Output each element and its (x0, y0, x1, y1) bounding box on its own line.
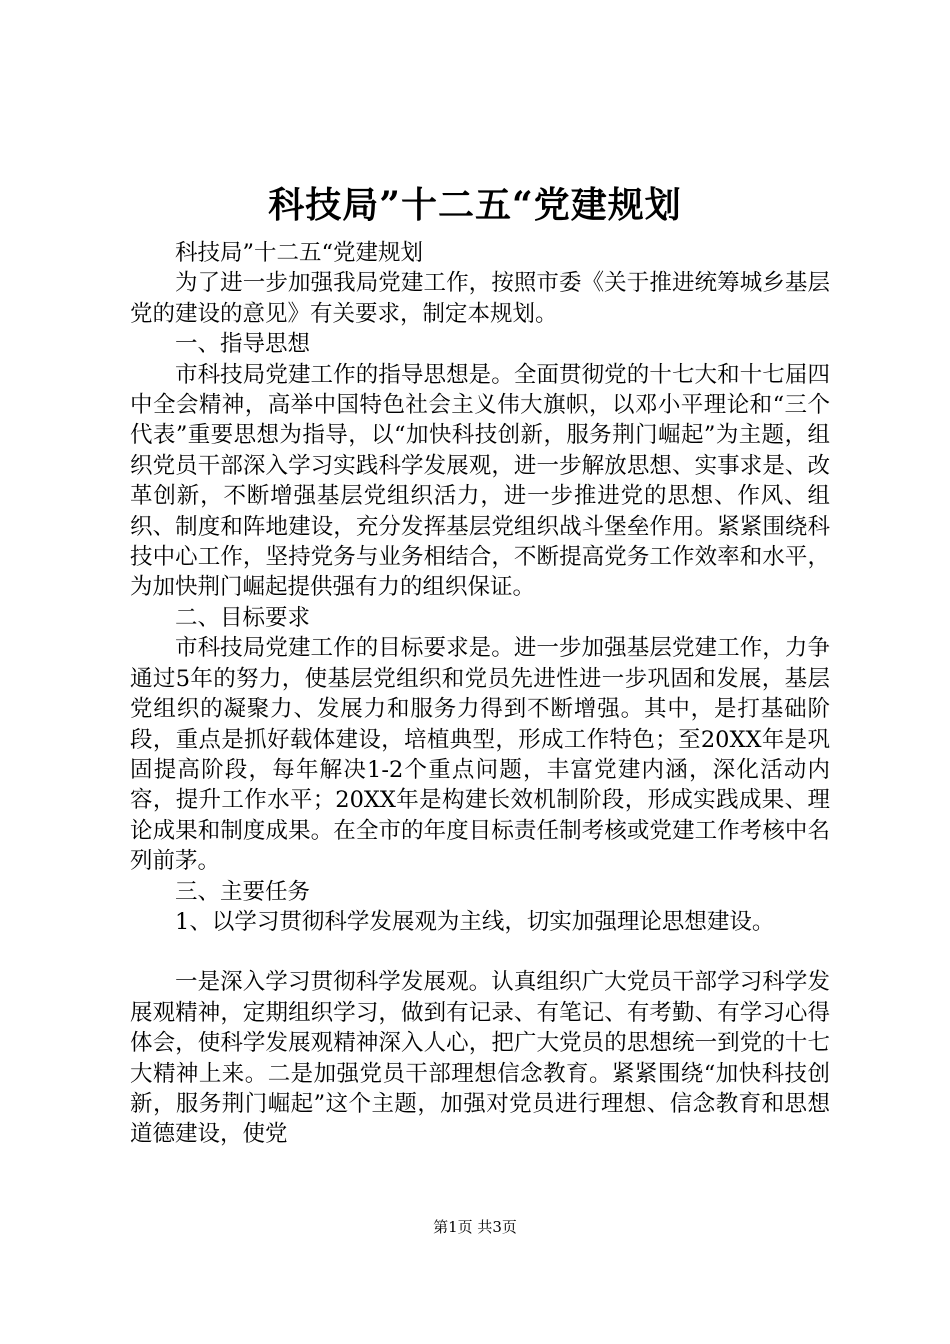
section-heading-goals: 二、目标要求 (175, 604, 311, 631)
paragraph-intro: 为了进一步加强我局党建工作，按照市委《关于推进统筹城乡基层党的建设的意见》有关要求，制定本规划。 (130, 270, 830, 327)
page-footer: 第1页 共3页 (433, 1218, 517, 1236)
document-title: 科技局”十二五“党建规划 (268, 184, 682, 226)
paragraph-subtitle: 科技局”十二五“党建规划 (175, 240, 424, 266)
paragraph-goals: 市科技局党建工作的目标要求是。进一步加强基层党建工作，力争通过5年的努力，使基层党组织和党员先进性进一步巩固和发展，基层党组织的凝聚力、发展力和服务力得到不断增强。其中，是打基础阶段，重点是抓好载体建设，培植典型，形成工作特色；至20XX年是巩固提高阶段，每年解决1-2个重点问题，丰富党建内涵，深化活动内容，提升工作水平；20XX年是构建长效机制阶段，形成实践成果、理论成果和制度成果。在全市的年度目标责任制考核或党建工作考核中名列前茅。 (130, 635, 830, 875)
paragraph-task-1-detail: 一是深入学习贯彻科学发展观。认真组织广大党员干部学习科学发展观精神，定期组织学习，做到有记录、有笔记、有考勤、有学习心得体会，使科学发展观精神深入人心，把广大党员的思想统一到党的十七大精神上来。二是加强党员干部理想信念教育。紧紧围绕“加快科技创新，服务荆门崛起”这个主题，加强对党员进行理想、信念教育和思想道德建设，使党 (130, 969, 830, 1148)
document-body (130, 238, 830, 1150)
section-heading-guiding-ideology: 一、指导思想 (175, 331, 311, 358)
paragraph-task-1: 1、以学习贯彻科学发展观为主线，切实加强理论思想建设。 (175, 908, 775, 935)
paragraph-guiding-ideology: 市科技局党建工作的指导思想是。全面贯彻党的十七大和十七届四中全会精神，高举中国特色社会主义伟大旗帜，以邓小平理论和“三个代表”重要思想为指导，以“加快科技创新，服务荆门崛起”为主题，组织党员干部深入学习实践科学发展观，进一步解放思想、实事求是、改革创新，不断增强基层党组织活力，进一步推进党的思想、作风、组织、制度和阵地建设，充分发挥基层党组织战斗堡垒作用。紧紧围绕科技中心工作，坚持党务与业务相结合，不断提高党务工作效率和水平，为加快荆门崛起提供强有力的组织保证。 (130, 361, 830, 601)
section-heading-main-tasks: 三、主要任务 (175, 878, 311, 905)
